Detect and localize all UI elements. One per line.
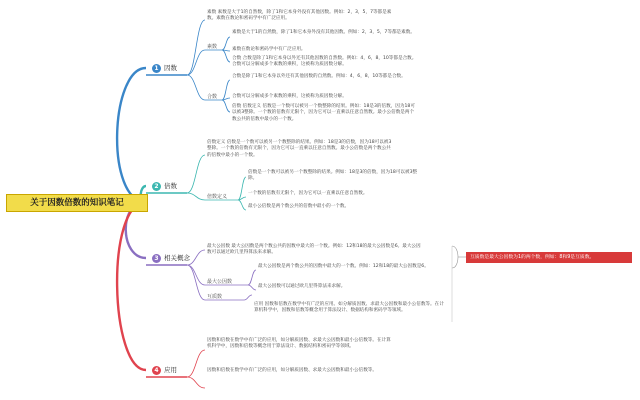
b1-sub2-item-3: 倍数 倍数定义 倍数是一个数可以被另一个数整除的结果。例如：18是3的倍数，因为18可以被3整除。一个数的倍数有无限个，因为它可以一直乘以任意自然数。最小公倍数是两个数公共的倍数中最小的一个数。 — [232, 104, 415, 122]
b3-sub1-label: 最大公因数 — [207, 279, 233, 285]
b1-intro: 素数 素数是大于1的自然数，除了1和它本身外没有其他因数。例如：2，3，5，7等都是素数。素数在数论和密码学中有广泛应用。 — [207, 10, 392, 22]
b1-sub1-label: 素数 — [207, 44, 218, 50]
b2-intro: 倍数定义 倍数是一个数可以被另一个数整除的结果。例如：18是3的倍数，因为18可以被3整除。一个数的倍数有无限个，因为它可以一直乘以任意自然数。最小公倍数是两个数公共的倍数中最小的一个数。 — [207, 140, 392, 158]
branch-4-label: 应用 — [164, 366, 177, 374]
b4-item-2: 因数和倍数在数学中有广泛的应用，如分解质因数、求最大公因数和最小公倍数等。 — [207, 368, 377, 373]
b1-sub2-item-2: 合数可以分解成多个素数的乘积，这被称为质因数分解。 — [232, 94, 347, 99]
callout-coprime[interactable]: 互质数是最大公因数为1的两个数，例如：8和9是互质数。 — [466, 252, 632, 263]
branch-1[interactable] — [150, 62, 181, 74]
branch-4[interactable] — [150, 364, 181, 376]
branch-3-number: 3 — [152, 254, 161, 263]
branch-2-number: 2 — [152, 182, 161, 191]
b2-sub-item-1: 倍数是一个数可以被另一个数整除的结果。例如：18是3的倍数，因为18可以被3整除。 — [248, 170, 418, 182]
b1-sub1-item-3: 合数 合数是除了1和它本身以外还有其他因数的自然数。例如：4，6，8，10等都是合数。合数可以分解成多个素数的乘积，这被称为质因数分解。 — [232, 56, 417, 68]
b1-sub2-label: 合数 — [207, 94, 218, 100]
b2-sub-label: 倍数定义 — [207, 194, 228, 200]
b2-sub-item-3: 最小公倍数是两个数公共的倍数中最小的一个数。 — [248, 204, 350, 209]
b3-sub1-item-3: 最大公因数可以通过欧几里得算法来求解。 — [258, 284, 346, 289]
branch-1-label: 因数 — [164, 64, 177, 72]
b1-sub1-item-2: 素数在数论和密码学中有广泛应用。 — [232, 47, 306, 52]
root-topic[interactable]: 关于因数倍数的知识笔记 — [6, 194, 148, 212]
branch-3-label: 相关概念 — [164, 254, 190, 262]
branch-3[interactable] — [150, 252, 194, 264]
b3-sub2-label: 互质数 — [207, 294, 223, 300]
b3-sub2-item-1: 应用 因数和倍数在数学中有广泛的应用。如分解质因数、求最大公因数和最小公倍数等。在计算机科学中，因数和倍数等概念用于算法设计、数据结构和密码学等领域。 — [254, 302, 444, 314]
b4-item-1: 因数和倍数在数学中有广泛的应用，如分解质因数、求最大公因数和最小公倍数等。在计算机科学中，因数和倍数等概念用于算法设计、数据结构和密码学等领域。 — [207, 338, 391, 350]
branch-2-label: 倍数 — [164, 182, 177, 190]
branch-1-number: 1 — [152, 64, 161, 73]
branch-2[interactable] — [150, 180, 181, 192]
b3-sub1-item-2: 最大公因数是两个数公共的因数中最大的一个数。例如：12和18的最大公因数是6。 — [258, 264, 429, 269]
branch-4-number: 4 — [152, 366, 161, 375]
b1-sub2-item-1: 合数是除了1和它本身以外还有其他因数的自然数。例如：4，6，8，10等都是合数。 — [232, 74, 406, 79]
b1-sub1-item-1: 素数是大于1的自然数，除了1和它本身外没有其他因数。例如：2，3，5，7等都是素数。 — [232, 30, 415, 35]
b2-sub-item-2: 一个数的倍数有无限个，因为它可以一直乘以任意自然数。 — [248, 191, 368, 196]
b3-sub1-intro: 最大公因数 最大公因数是两个数公共的因数中最大的一个数。例如：12和18的最大公因数是6。最大公因数可以通过欧几里得算法来求解。 — [207, 244, 421, 256]
